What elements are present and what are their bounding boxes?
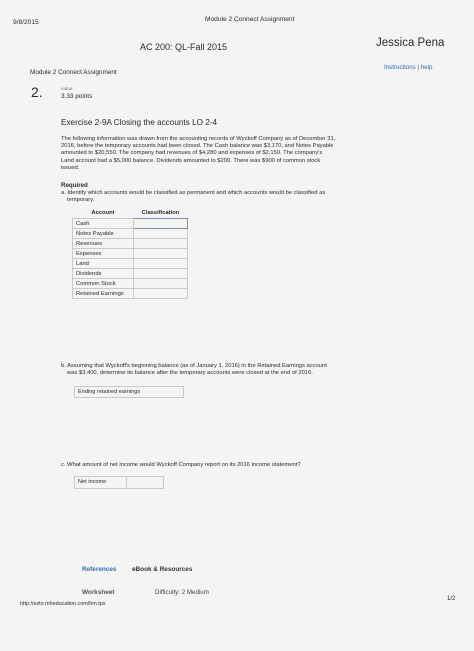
exercise-title: Exercise 2-9A Closing the accounts LO 2-4 [61,118,218,127]
tab-references[interactable]: References [82,566,117,573]
account-cell: Cash [73,219,134,229]
classification-input[interactable] [134,229,188,239]
account-column-header: Account [91,210,115,216]
account-cell: Common Stock [73,279,134,289]
course-title: AC 200: QL-Fall 2015 [140,42,228,52]
value-label: value: [61,87,74,92]
classification-column-header: Classification [141,210,180,216]
tab-ebook-resources[interactable]: eBook & Resources [132,566,193,573]
link-separator: | [417,64,419,71]
table-row [73,289,188,299]
account-cell: Notes Payable [73,229,134,239]
classification-input[interactable] [134,269,188,279]
account-cell: Retained Earnings [73,289,134,299]
part-b-line: was $3,400, determine its balance after the temporary accounts were closed at the end of 2016. [67,370,313,377]
net-income-label: Net income [78,479,107,485]
part-a-line: temporary. [67,197,95,204]
ending-retained-earnings-field[interactable] [74,386,184,398]
classification-table [72,208,188,299]
problem-text-line: issued. [61,164,80,171]
part-b-question [61,363,361,377]
account-cell: Revenues [73,239,134,249]
account-cell: Expenses [73,249,134,259]
question-points: 3.33 points [61,93,93,100]
problem-text-line: 2016, before the temporary accounts had been closed. The Cash balance was $3,170, and Notes Payable [61,143,334,150]
account-cell: Dividends [73,269,134,279]
part-a-question [61,190,351,204]
difficulty-label: Difficulty: 2 Medium [155,589,209,596]
instructions-link[interactable]: Instructions [384,64,416,71]
question-number: 2. [31,84,43,100]
table-row [73,239,188,249]
table-row [73,269,188,279]
part-b-line: b. Assuming that Wyckoff's beginning balance (as of January 1, 2016) in the Retained Earnings account [61,363,327,369]
classification-input[interactable] [134,289,188,299]
problem-text-line: Land account had a $5,000 balance. Dividends amounted to $200. There was $900 of common stock [61,157,321,164]
table-row [73,279,188,289]
field-divider [126,477,127,488]
classification-input[interactable] [134,219,188,229]
table-row [73,219,188,229]
worksheet-label: Worksheet [82,589,115,596]
classification-input[interactable] [134,239,188,249]
problem-text-line: The following information was drawn from the accounting records of Wyckoff Company as of December 31, [61,136,336,142]
page-indicator: 1/2 [447,596,456,602]
classification-input[interactable] [134,259,188,269]
help-link[interactable]: help [420,64,433,71]
classification-input[interactable] [134,279,188,289]
print-page-title: Module 2 Connect Assignment [205,16,295,23]
print-date: 9/8/2015 [13,19,39,26]
problem-text [61,136,346,172]
header-links [384,64,432,71]
required-label: Required [61,182,88,189]
table-row [73,249,188,259]
assignment-name: Module 2 Connect Assignment [30,69,117,76]
footer-url: http://ezto.mheducation.com/hm.tpx [20,601,106,607]
ending-retained-earnings-label: Ending retained earnings [78,389,141,395]
table-row [73,229,188,239]
user-name: Jessica Pena [376,37,445,49]
part-a-line: a. Identify which accounts would be classified as permanent and which accounts would be classified as [61,190,326,196]
problem-text-line: amounted to $20,550. The company had revenues of $4,280 and expenses of $2,150. The company's [61,150,323,157]
table-row [73,259,188,269]
account-cell: Land [73,259,134,269]
net-income-field [74,476,164,489]
part-c-question: c. What amount of net income would Wyckoff Company report on its 2016 income statement? [61,462,301,468]
classification-input[interactable] [134,249,188,259]
